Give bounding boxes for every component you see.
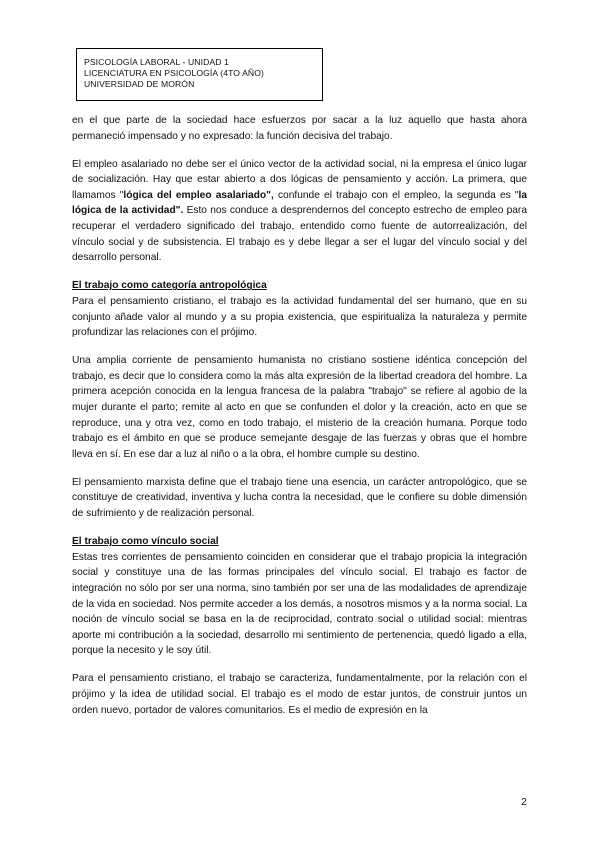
paragraph-logics-text-a: El empleo asalariado no debe ser el único vector de la actividad social, ni la empresa el único lugar de socialización. Hay que estar abierto a dos lógicas de pensamiento y acción. La primera, que llamamos " <box>72 158 527 201</box>
paragraph-logics-text-d: Esto nos conduce a desprendernos del concepto estrecho de empleo para recuperar el verdadero significado del trabajo, entendido como fuente de autorrealización, del vínculo social y de subsistencia. El trabajo es y debe llegar a ser el lugar del vínculo social y del desarrollo personal. <box>72 205 527 264</box>
paragraph-christian-thought: Para el pensamiento cristiano, el trabajo es la actividad fundamental del ser humano, que en su conjunto añade valor al mundo y a su propia existencia, que espiritualiza la naturaleza y permite profundizar las relaciones con el prójimo. <box>72 295 527 339</box>
paragraph-humanist-thought: Una amplia corriente de pensamiento humanista no cristiano sostiene idéntica concepción del trabajo, es decir que lo considera como la más alta expresión de la libertad creadora del hombre. La primera acepción conocida en la lengua francesa de la palabra "trabajo" se refiere al agobio de la mujer durante el parto; remite al acto en que se confunden el dolor y la creación, acto en que se reproduce, una y otra vez, como en todo trabajo, el misterio de la creación humana. Porque todo trabajo es el ámbito en que se produce semejante desgaje de las fuerzas y obras que el hombre lleva en sí. En ese dar a luz al niño o a la obra, el hombre cumple su destino. <box>72 355 527 460</box>
document-body <box>72 113 527 731</box>
bold-logica-actividad: la lógica de la actividad". <box>72 189 527 217</box>
header-degree: LICENCIATURA EN PSICOLOGÍA (4TO AÑO) <box>84 68 264 78</box>
paragraph-christian-social: Para el pensamiento cristiano, el trabajo se caracteriza, fundamentalmente, por la relación con el prójimo y la idea de utilidad social. El trabajo es el modo de estar juntos, de construir juntos un orden nuevo, portador de valores comunitarios. Es el medio de expresión en la <box>72 673 527 716</box>
section-heading-social-bond: El trabajo como vínculo social <box>72 536 219 548</box>
section-heading-anthropological: El trabajo como categoría antropológica <box>72 280 267 292</box>
header-university: UNIVERSIDAD DE MORÓN <box>84 79 195 89</box>
document-header <box>76 48 323 101</box>
page-number: 2 <box>521 796 527 808</box>
paragraph-social-integration: Estas tres corrientes de pensamiento coinciden en considerar que el trabajo propicia la integración social y constituye una de las formas principales del vínculo social. El trabajo es factor de integración no sólo por ser una norma, sino también por ser una de las modalidades de aprendizaje de la vida en sociedad. Nos permite acceder a los demás, a nosotros mismos y a la norma social. La noción de vínculo social se basa en la de reciprocidad, contrato social o utilidad social: mientras aporte mi contribución a la sociedad, desarrollo mi sentimiento de pertenencia, quedó ligado a ella, porque la necesito y le soy útil. <box>72 551 527 657</box>
paragraph-logics-text-c: confunde el trabajo con el empleo, la segunda es " <box>273 189 519 201</box>
header-course: PSICOLOGÍA LABORAL - UNIDAD 1 <box>84 57 229 67</box>
paragraph-logics <box>72 157 527 266</box>
bold-logica-empleo: lógica del empleo asalariado", <box>123 189 274 201</box>
paragraph-marxist-thought: El pensamiento marxista define que el trabajo tiene una esencia, un carácter antropológico, que se constituye de creatividad, inventiva y lucha contra la necesidad, que le confiere su doble dimensión de sufrimiento y de realización personal. <box>72 476 527 520</box>
paragraph-intro: en el que parte de la sociedad hace esfuerzos por sacar a la luz aquello que hasta ahora permaneció impensado y no expresado: la función decisiva del trabajo. <box>72 115 527 142</box>
